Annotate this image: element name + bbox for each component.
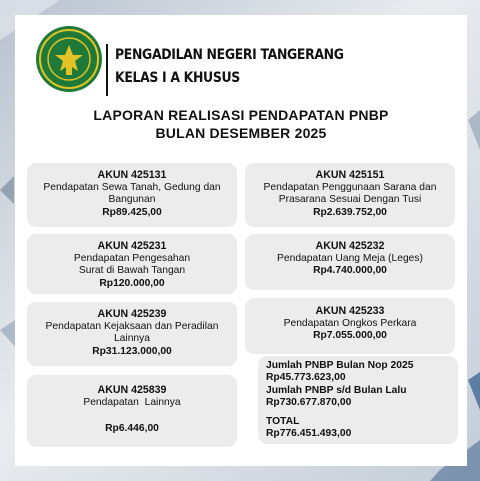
total-label: TOTAL xyxy=(266,415,300,427)
account-name: Pendapatan Sewa Tanah, Gedung dan Bangunan xyxy=(43,181,221,205)
account-name: Pendapatan Lainnya xyxy=(83,396,181,408)
account-card-425131 xyxy=(27,163,237,227)
account-amount: Rp89.425,00 xyxy=(102,206,162,218)
prev-month-label: Jumlah PNBP Bulan Nop 2025 xyxy=(266,360,414,371)
account-name: Pendapatan Uang Meja (Leges) xyxy=(277,252,423,264)
account-code: AKUN 425151 xyxy=(315,169,385,181)
total-value: Rp776.451.493,00 xyxy=(266,428,352,440)
account-card-425231 xyxy=(27,234,237,294)
account-card-425233 xyxy=(245,298,455,354)
account-amount: Rp6.446,00 xyxy=(105,423,159,434)
court-heading xyxy=(115,44,344,90)
account-name: Pendapatan Ongkos Perkara xyxy=(283,317,417,329)
account-code: AKUN 425233 xyxy=(315,305,385,317)
court-name: PENGADILAN NEGERI TANGERANG xyxy=(115,47,344,63)
court-class: KELAS I A KHUSUS xyxy=(115,70,240,86)
account-amount: Rp7.055.000,00 xyxy=(313,330,387,341)
account-card-425151 xyxy=(245,163,455,227)
prev-month-value: Rp45.773.623,00 xyxy=(266,372,346,384)
account-card-425839 xyxy=(27,375,237,447)
account-amount: Rp4.740.000,00 xyxy=(313,265,387,276)
account-name: Pendapatan Penggunaan Sarana dan Prasarana Sesuai Dengan Tusi xyxy=(263,181,437,205)
account-code: AKUN 425839 xyxy=(97,384,167,396)
account-name: Pendapatan Pengesahan Surat di Bawah Tangan xyxy=(73,252,191,276)
report-period: BULAN DESEMBER 2025 xyxy=(155,125,327,141)
summary-card xyxy=(258,356,458,444)
account-code: AKUN 425232 xyxy=(315,240,385,252)
cumulative-label: Jumlah PNBP s/d Bulan Lalu xyxy=(266,384,407,396)
report-title: LAPORAN REALISASI PENDAPATAN PNBP xyxy=(93,107,389,123)
court-emblem-icon xyxy=(35,25,103,93)
account-code: AKUN 425131 xyxy=(97,169,167,181)
account-amount: Rp31.123.000,00 xyxy=(92,345,172,357)
header-divider xyxy=(106,44,108,96)
report-card xyxy=(15,15,467,466)
account-card-425239 xyxy=(27,302,237,366)
account-code: AKUN 425239 xyxy=(97,308,167,320)
account-name: Pendapatan Kejaksaan dan Peradilan Lainnya xyxy=(45,320,219,344)
account-card-425232 xyxy=(245,234,455,290)
account-amount: Rp120.000,00 xyxy=(99,277,165,289)
account-amount: Rp2.639.752,00 xyxy=(313,206,387,218)
cumulative-value: Rp730.677.870,00 xyxy=(266,397,352,409)
account-code: AKUN 425231 xyxy=(97,240,167,252)
